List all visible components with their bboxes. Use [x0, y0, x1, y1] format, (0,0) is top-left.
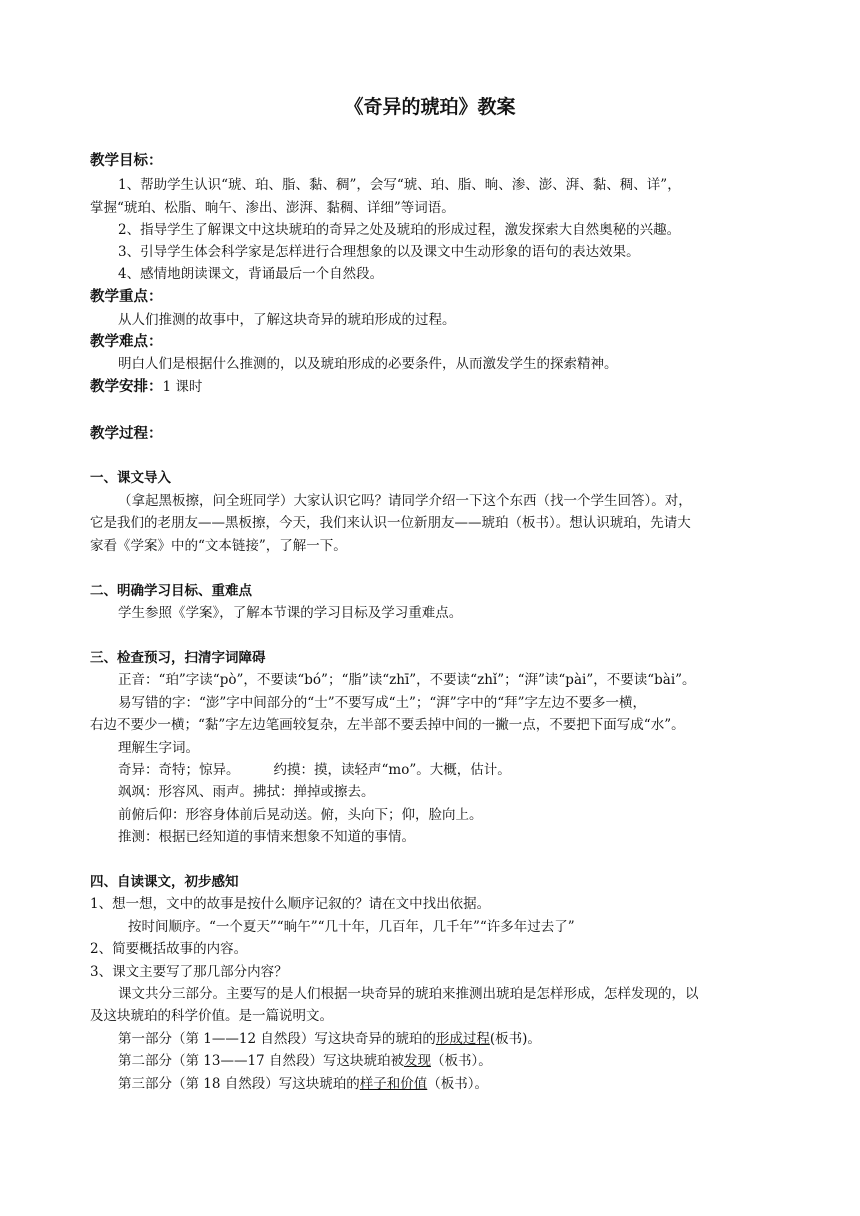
part-3-line — [118, 1073, 808, 1095]
section-3-vocab-intro: 理解生字词。 — [118, 740, 199, 756]
goal-3: 3、引导学生体会科学家是怎样进行合理想象的以及课文中生动形象的语句的表达效果。 — [118, 244, 640, 260]
goal-4: 4、感情地朗读课文，背诵最后一个自然段。 — [118, 266, 384, 282]
key-points-heading: 教学重点： — [90, 289, 163, 305]
section-3-pronunciation: 正音：“珀”字读“pò”，不要读“bó”；“脂”读“zhī”，不要读“zhǐ”；“湃”读“pài”，不要读“bài”。 — [118, 672, 696, 688]
part-3-text: 第三部分（第 18 自然段）写这块琥珀的 — [118, 1076, 360, 1092]
part-2-suffix: （板书）。 — [430, 1053, 492, 1069]
section-4-a3-line-b: 及这块琥珀的科学价值。是一篇说明文。 — [90, 1008, 333, 1024]
vocab-yuemo: 约摸：摸，读轻声“mo”。大概，估计。 — [273, 762, 511, 778]
section-4-a3-line-a: 课文共分三部分。主要写的是人们根据一块奇异的琥珀来推测出琥珀是怎样形成，怎样发现的，以 — [118, 986, 699, 1002]
process-heading: 教学过程： — [90, 426, 163, 442]
section-4-q2: 2、简要概括故事的内容。 — [90, 941, 248, 957]
section-3-tricky-chars-a: 易写错的字：“澎”字中间部分的“士”不要写成“土”；“湃”字中的“拜”字左边不要多一横， — [118, 695, 647, 711]
part-2-line — [118, 1050, 808, 1072]
difficulties-heading: 教学难点： — [90, 334, 163, 350]
part-1-suffix: (板书)。 — [489, 1031, 541, 1047]
section-2-line-a: 学生参照《学案》，了解本节课的学习目标及学习重难点。 — [118, 605, 463, 621]
section-3-vocab-line-1 — [118, 759, 808, 781]
arrangement-line — [90, 376, 780, 398]
goal-2: 2、指导学生了解课文中这块琥珀的奇异之处及琥珀的形成过程，激发探索大自然奥秘的兴趣。 — [118, 222, 681, 238]
section-2-heading: 二、明确学习目标、重难点 — [90, 583, 252, 599]
goal-1-line-a: 1、帮助学生认识“琥、珀、脂、黏、稠”，会写“琥、珀、脂、晌、渗、澎、湃、黏、稠、详”， — [118, 177, 681, 193]
section-4-q1: 1、想一想，文中的故事是按什么顺序记叙的？请在文中找出依据。 — [90, 896, 491, 912]
part-2-text: 第二部分（第 13——17 自然段）写这块琥珀被 — [118, 1053, 404, 1069]
section-4-heading: 四、自读课文，初步感知 — [90, 874, 239, 890]
page-title: 《奇异的琥珀》教案 — [344, 96, 516, 118]
vocab-qiyi: 奇异：奇特；惊异。 — [118, 762, 240, 778]
section-1-line-c: 家看《学案》中的“文本链接”，了解一下。 — [90, 538, 347, 554]
section-4-a1: 按时间顺序。“一个夏天”“晌午”“几十年，几百年，几千年”“许多年过去了” — [128, 919, 575, 935]
section-3-heading: 三、检查预习，扫清字词障碍 — [90, 650, 266, 666]
arrangement-text: 1 课时 — [162, 379, 203, 395]
part-1-line — [118, 1028, 808, 1050]
key-points-text: 从人们推测的故事中，了解这块奇异的琥珀形成的过程。 — [118, 312, 456, 328]
arrangement-heading: 教学安排： — [90, 379, 163, 395]
section-3-tricky-chars-b: 右边不要少一横；“黏”字左边笔画较复杂，左半部不要丢掉中间的一撇一点，不要把下面写成“水”。 — [90, 717, 685, 733]
section-1-line-b: 它是我们的老朋友——黑板擦，今天，我们来认识一位新朋友——琥珀（板书）。想认识琥珀，先请大 — [90, 515, 691, 531]
goals-heading: 教学目标： — [90, 153, 163, 169]
part-3-suffix: （板书）。 — [427, 1076, 489, 1092]
section-1-line-a: （拿起黑板擦，问全班同学）大家认识它吗？请同学介绍一下这个东西（找一个学生回答）。对， — [118, 493, 692, 509]
part-3-underlined: 样子和价值 — [359, 1076, 428, 1092]
part-1-underlined: 形成过程 — [435, 1031, 490, 1047]
section-1-heading: 一、课文导入 — [90, 470, 171, 486]
section-3-vocab-line-3: 前俯后仰：形容身体前后晃动送。俯，头向下；仰，脸向上。 — [118, 807, 483, 823]
goal-1-line-b: 掌握“琥珀、松脂、晌午、渗出、澎湃、黏稠、详细”等词语。 — [90, 200, 455, 216]
section-4-q3: 3、课文主要写了那几部分内容？ — [90, 964, 288, 980]
section-3-vocab-line-2: 飒飒：形容风、雨声。拂拭：掸掉或擦去。 — [118, 784, 375, 800]
difficulties-text: 明白人们是根据什么推测的，以及琥珀形成的必要条件，从而激发学生的探索精神。 — [118, 356, 618, 372]
section-3-vocab-line-4: 推测：根据已经知道的事情来想象不知道的事情。 — [118, 829, 415, 845]
part-1-text: 第一部分（第 1——12 自然段）写这块奇异的琥珀的 — [118, 1031, 436, 1047]
part-2-underlined: 发现 — [403, 1053, 431, 1069]
